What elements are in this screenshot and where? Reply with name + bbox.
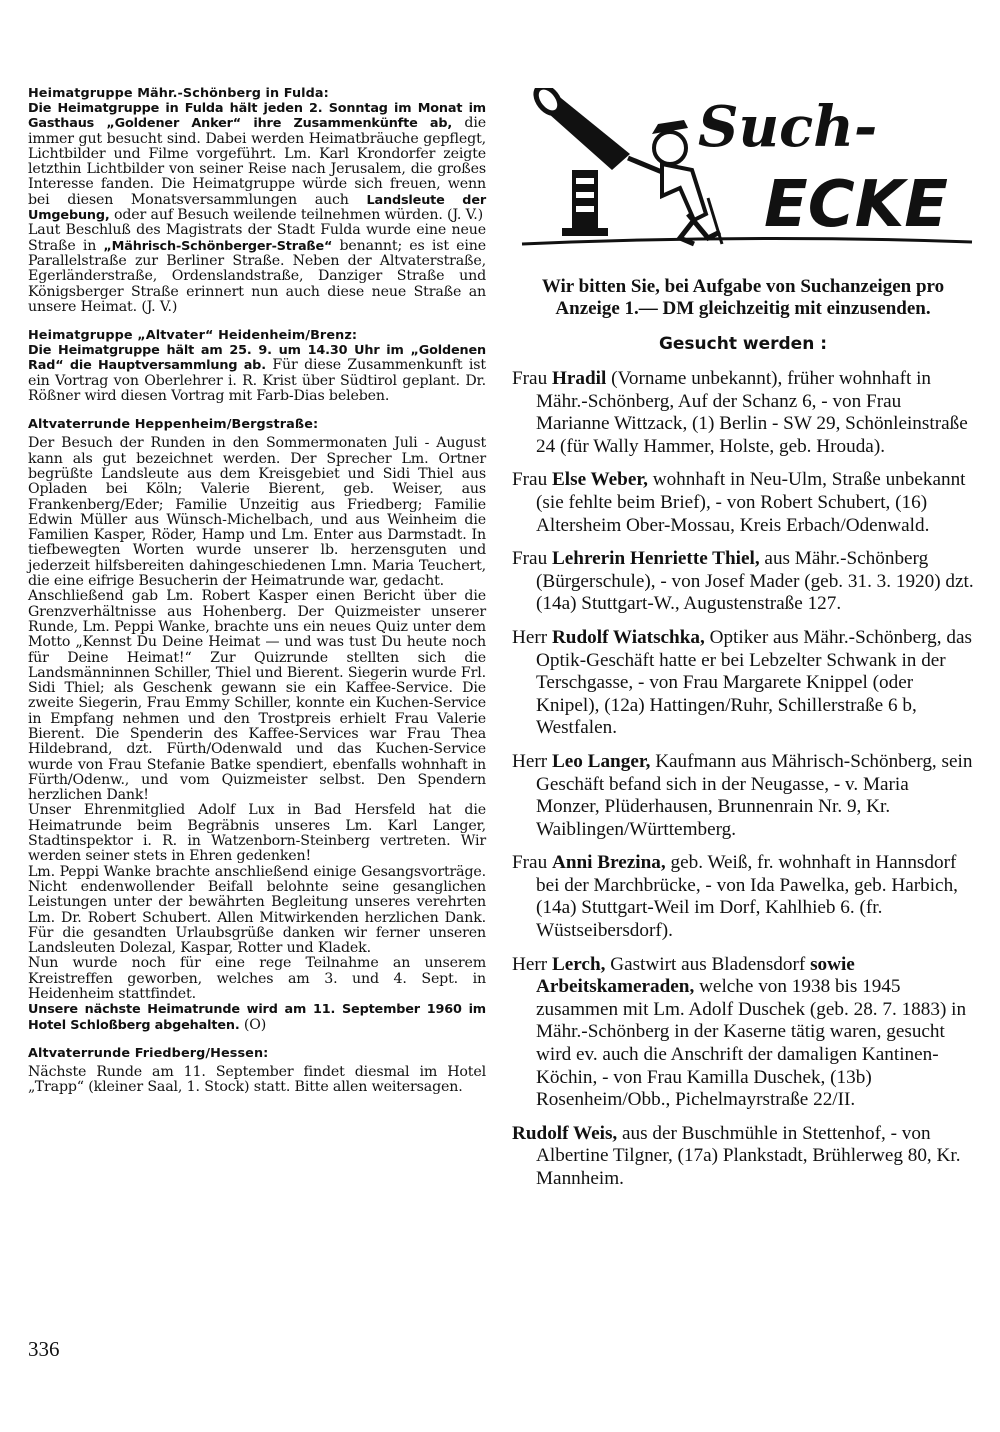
wanted-entry: Frau Hradil (Vorname unbekannt), früher wohnhaft in Mähr.-Schönberg, Auf der Schanz 6, - von Frau Marianne Wittzack, (1) Berlin - SW 29, Schönleinstraße 24 (für Wally Hammer, Holste, geb. Hrouda). (512, 368, 968, 457)
wanted-entry: Frau Anni Brezina, geb. Weiß, fr. wohnhaft in Hannsdorf bei der Marchbrücke, - von Ida Pawelka, geb. Harbich, (14a) Stuttgart-Weil im Dorf, Kahlhieb 6. (fr. Wüstseibersdorf). (512, 852, 958, 942)
section-header: Heimatgruppe Mähr.-Schönberg in Fulda: (28, 86, 329, 101)
section-friedberg (28, 1046, 486, 1096)
section-body: Die Heimatgruppe in Fulda hält jeden 2. Sonntag im Monat im Gasthaus „Goldener Anker“ ihre Zusammenkünfte ab, die immer gut besucht sind. Dabei werden Heimatbräuche gepflegt, Lichtbilder und Filme vorgeführt. Lm. Karl Krondorfer zeigte letzthin Lichtbilder von seiner Reise nach Jerusalem, die großes Interesse fanden. Die Heimatgruppe würde sich freuen, wenn bei diesen Monatsversammlungen auch Landsleute der Umgebung, oder auf Besuch weilende teilnehmen würden. (J. V.) (28, 101, 487, 224)
section-header: Altvaterrunde Heppenheim/Bergstraße: (28, 417, 319, 433)
paragraph: Lm. Peppi Wanke brachte anschließend einige Gesangsvorträge. Nicht endenwollender Beifall belohnte seine gesanglichen Leistungen unter der bewährten Begleitung unseres verehrten Lm. Dr. Robert Schubert. Allen Mitwirkenden herzlichen Dank. Für die gesandten Urlaubsgrüße danken wir ferner unseren Landsleuten Dolezal, Kaspar, Rotter und Kladek. (28, 863, 486, 957)
section-fulda (28, 86, 486, 315)
section-header: Altvaterrunde Friedberg/Hessen: (28, 1045, 269, 1061)
such-ecke-logo (512, 88, 974, 258)
wanted-entry: Rudolf Weis, aus der Buschmühle in Stettenhof, - von Albertine Tilgner, (17a) Plankstadt, Brühlerweg 80, Kr. Mannheim. (512, 1122, 961, 1189)
section-heppenheim (28, 417, 486, 1033)
paragraph: Der Besuch der Runden in den Sommermonaten Juli - August kann als gut bezeichnet werden. Der Sprecher Lm. Ortner begrüßte Landsleute aus dem Kreisgebiet und Sidi Thiel aus Opladen bei Köln; Valerie Bierent, geb. Weiser, aus Frankenberg/Eder; Familie Unzeitig aus Friedberg; Familie Edwin Müller aus Wünsch-Michelbach, und aus Weinheim die Familien Kasper, Röder, Hamp und Lm. Enter aus Darmstadt. In tiefbewegten Worten wurde unserer lb. herzensguten und jederzeit hilfsbereiten dahingeschiedenen Lmn. Maria Teuchert, die eine eifrige Besucherin der Heimatrunde war, gedacht. (28, 435, 486, 590)
paragraph: Unsere nächste Heimatrunde wird am 11. September 1960 im Hotel Schloßberg abgehalten. (O) (28, 1002, 486, 1033)
section-header: Heimatgruppe „Altvater“ Heidenheim/Brenz: (28, 328, 358, 344)
logo-text-top: Such- (698, 94, 878, 160)
left-column (28, 86, 486, 1109)
telescope-illustration (527, 88, 722, 244)
wanted-entry: Herr Lerch, Gastwirt aus Bladensdorf sowie Arbeitskameraden, welche von 1938 bis 1945 zusammen mit Lm. Adolf Duschek (geb. 28. 7. 1883) in Mähr.-Schönberg in der Kaserne tätig waren, gesucht wird ev. auch die Anschrift der damaligen Kantinen-Köchin, - von Frau Kamilla Duschek, (13b) Rosenheim/Obb., Pichelmayrstraße 22/II. (512, 953, 967, 1111)
wanted-entry: Herr Leo Langer, Kaufmann aus Mährisch-Schönberg, sein Geschäft befand sich in der Neugasse, - v. Maria Monzer, Plüderhausen, Brunnenrain Nr. 9, Kr. Waiblingen/Württemberg. (512, 750, 973, 840)
notice-text: Wir bitten Sie, bei Aufgabe von Suchanzeigen pro Anzeige 1.— DM gleichzeitig mit einzusenden. (541, 276, 945, 319)
page-number: 336 (28, 1337, 60, 1361)
wanted-entry: Herr Rudolf Wiatschka, Optiker aus Mähr.-Schönberg, das Optik-Geschäft hatte er bei Lebzelter Schwank in der Terschgasse, - von Frau Margarete Knippel (oder Knipel), (12a) Hattingen/Ruhr, Schillerstraße 6 b, Westfalen. (512, 626, 972, 739)
section-body: Die Heimatgruppe hält am 25. 9. um 14.30 Uhr im „Goldenen Rad“ die Hauptversammlung ab. Für diese Zusammenkunft ist ein Vortrag von Oberlehrer i. R. Krist über Südtirol geplant. Dr. Rößner wird diesen Vortrag mit Farb-Dias beleben. (28, 343, 486, 405)
wanted-heading: Gesucht werden : (658, 334, 828, 354)
section-heidenheim (28, 328, 486, 404)
right-column (512, 88, 974, 1202)
paragraph: Anschließend gab Lm. Robert Kasper einen Bericht über die Grenzverhältnisse aus Hohenberg. Der Quizmeister unserer Runde, Lm. Peppi Wanke, brachte uns ein neues Quiz unter dem Motto „Kennst Du Deine Heimat — und was tust Du heute noch für Deine Heimat!“ Zur Quizrunde stellten sich die Landsmänninnen Schiller, Thiel und Bierent. Siegerin wurde Frl. Sidi Thiel; als Geschenk gewann sie ein Kaffee-Service. Die zweite Siegerin, Frau Emmy Schiller, konnte ein Kuchen-Service in Empfang nehmen und den Trostpreis erhielt Frau Valerie Bierent. Die Spenderin des Kaffee-Services war Frau Thea Hildebrand, dzt. Fürth/Odenwald und das Kuchen-Service wurde von Frau Stefanie Batke spendiert, ebenfalls wohnhaft in Fürth/Odenw., und vom Quizmeister selbst. Den Spendern herzlichen Dank! (28, 588, 486, 804)
paragraph: Nun wurde noch für eine rege Teilnahme an unserem Kreistreffen geworben, welches am 3. und 4. Sept. in Heidenheim stattfindet. (28, 955, 486, 1003)
section-body: Nächste Runde am 11. September findet diesmal im Hotel „Trapp“ (kleiner Saal, 1. Stock) statt. Bitte allen weitersagen. (28, 1063, 486, 1096)
wanted-entry: Frau Lehrerin Henriette Thiel, aus Mähr.-Schönberg (Bürgerschule), - von Josef Mader (geb. 31. 3. 1920) dzt. (14a) Stuttgart-W., Augustenstraße 127. (512, 548, 974, 615)
section-body: Laut Beschluß des Magistrats der Stadt Fulda wurde eine neue Straße in „Mährisch-Schönberger-Straße“ benannt; es ist eine Parallelstraße zur Berliner Straße. Neben der Altvaterstraße, Egerländerstraße, Ordenslandstraße, Danziger Straße und Königsberger Straße erinnert nun auch diese neue Straße an unsere Heimat. (J. V.) (28, 222, 486, 315)
paragraph: Unser Ehrenmitglied Adolf Lux in Bad Hersfeld hat die Heimatrunde beim Begräbnis unseres Lm. Karl Langer, Stadtinspektor i. R. in Watzenborn-Steinberg vertreten. Wir werden seiner stets in Ehren gedenken! (28, 802, 486, 865)
logo-text-bottom: ECKE (764, 168, 948, 242)
wanted-entry: Frau Else Weber, wohnhaft in Neu-Ulm, Straße unbekannt (sie fehlte beim Brief), - von Robert Schubert, (16) Altersheim Ober-Mossau, Kreis Erbach/Odenwald. (512, 469, 966, 536)
